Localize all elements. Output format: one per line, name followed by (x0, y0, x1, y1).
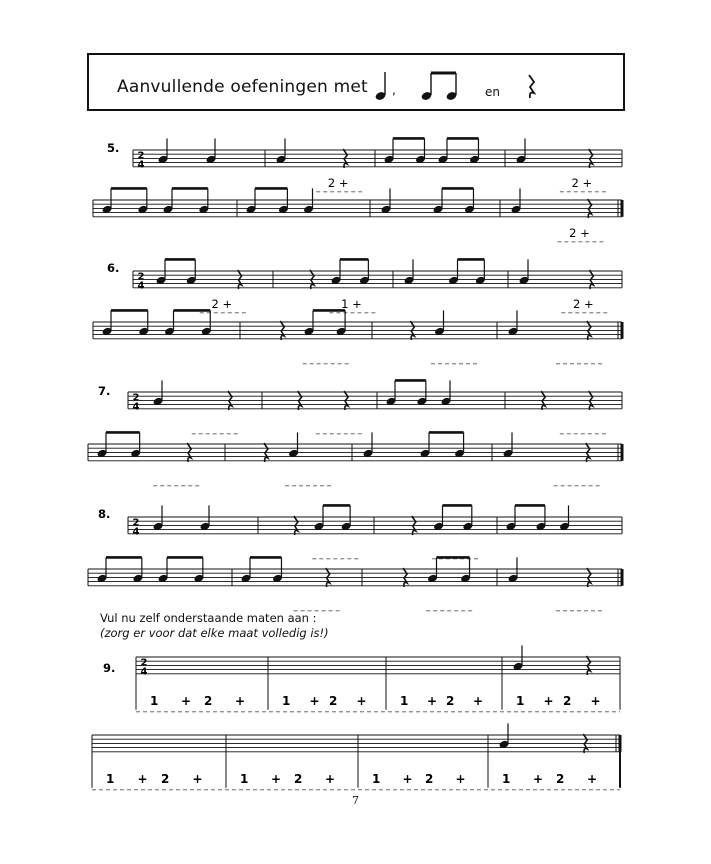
count-token: + (587, 771, 598, 786)
eighth-note-pair-icon (419, 69, 463, 103)
time-signature-top: 2 (132, 392, 140, 404)
count-token: + (427, 693, 438, 708)
count-token: + (473, 693, 484, 708)
time-signature-top: 2 (137, 150, 145, 162)
instruction-line-2: (zorg er voor dat elke maat volledig is!) (100, 626, 329, 640)
count-annotation: 2 + (571, 175, 593, 190)
count-token: 1 (516, 693, 525, 708)
count-token: 1 (106, 771, 115, 786)
count-token: 1 (150, 693, 159, 708)
time-signature-bottom: 4 (137, 280, 145, 292)
exercise (88, 380, 622, 485)
count-token: + (590, 693, 601, 708)
exercise (93, 259, 622, 363)
exercise-number: 6. (107, 261, 120, 275)
count-token: 1 (502, 771, 511, 786)
header-comma: , (392, 83, 396, 97)
count-token: 1 (282, 693, 291, 708)
count-token: + (533, 771, 544, 786)
count-token: + (356, 693, 367, 708)
exercise-9 (92, 645, 620, 789)
count-token: 2 (204, 693, 213, 708)
quarter-note-icon (372, 69, 392, 103)
count-token: 2 (563, 693, 572, 708)
count-token: 2 (425, 771, 434, 786)
exercise (88, 505, 622, 610)
header-box (87, 53, 625, 111)
time-signature-top: 2 (140, 657, 148, 669)
count-token: + (402, 771, 413, 786)
count-token: 2 (556, 771, 565, 786)
count-token: + (325, 771, 336, 786)
exercise-number: 8. (98, 507, 111, 521)
count-token: + (192, 771, 203, 786)
exercise (93, 138, 622, 241)
count-token: + (543, 693, 554, 708)
count-token: 1 (240, 771, 249, 786)
time-signature-bottom: 4 (132, 526, 140, 538)
time-signature-top: 2 (132, 517, 140, 529)
count-token: + (271, 771, 282, 786)
count-token: + (455, 771, 466, 786)
count-token: 1 (400, 693, 409, 708)
count-token: + (137, 771, 148, 786)
time-signature-top: 2 (137, 271, 145, 283)
header-en: en (485, 85, 500, 99)
count-token: 2 (329, 693, 338, 708)
time-signature-bottom: 4 (140, 666, 148, 678)
count-token: + (309, 693, 320, 708)
count-annotation: 1 + (341, 296, 362, 311)
count-annotation: 2 + (327, 175, 349, 190)
count-token: 2 (446, 693, 455, 708)
exercise-number: 7. (98, 384, 111, 398)
count-token: + (181, 693, 192, 708)
time-signature-bottom: 4 (132, 401, 140, 413)
header-title: Aanvullende oefeningen met (117, 77, 368, 97)
count-token: 2 (294, 771, 303, 786)
count-token: + (235, 693, 246, 708)
exercise-number: 5. (107, 141, 120, 155)
page-number: 7 (352, 794, 359, 807)
exercise-number: 9. (103, 661, 116, 675)
time-signature-bottom: 4 (137, 159, 145, 171)
count-annotation: 2 + (569, 225, 590, 240)
instruction-line-1: Vul nu zelf onderstaande maten aan : (100, 611, 317, 625)
quarter-rest-icon (525, 71, 539, 101)
count-annotation: 2 + (572, 296, 594, 311)
count-token: 1 (372, 771, 381, 786)
count-annotation: 2 + (211, 296, 233, 311)
count-token: 2 (161, 771, 170, 786)
